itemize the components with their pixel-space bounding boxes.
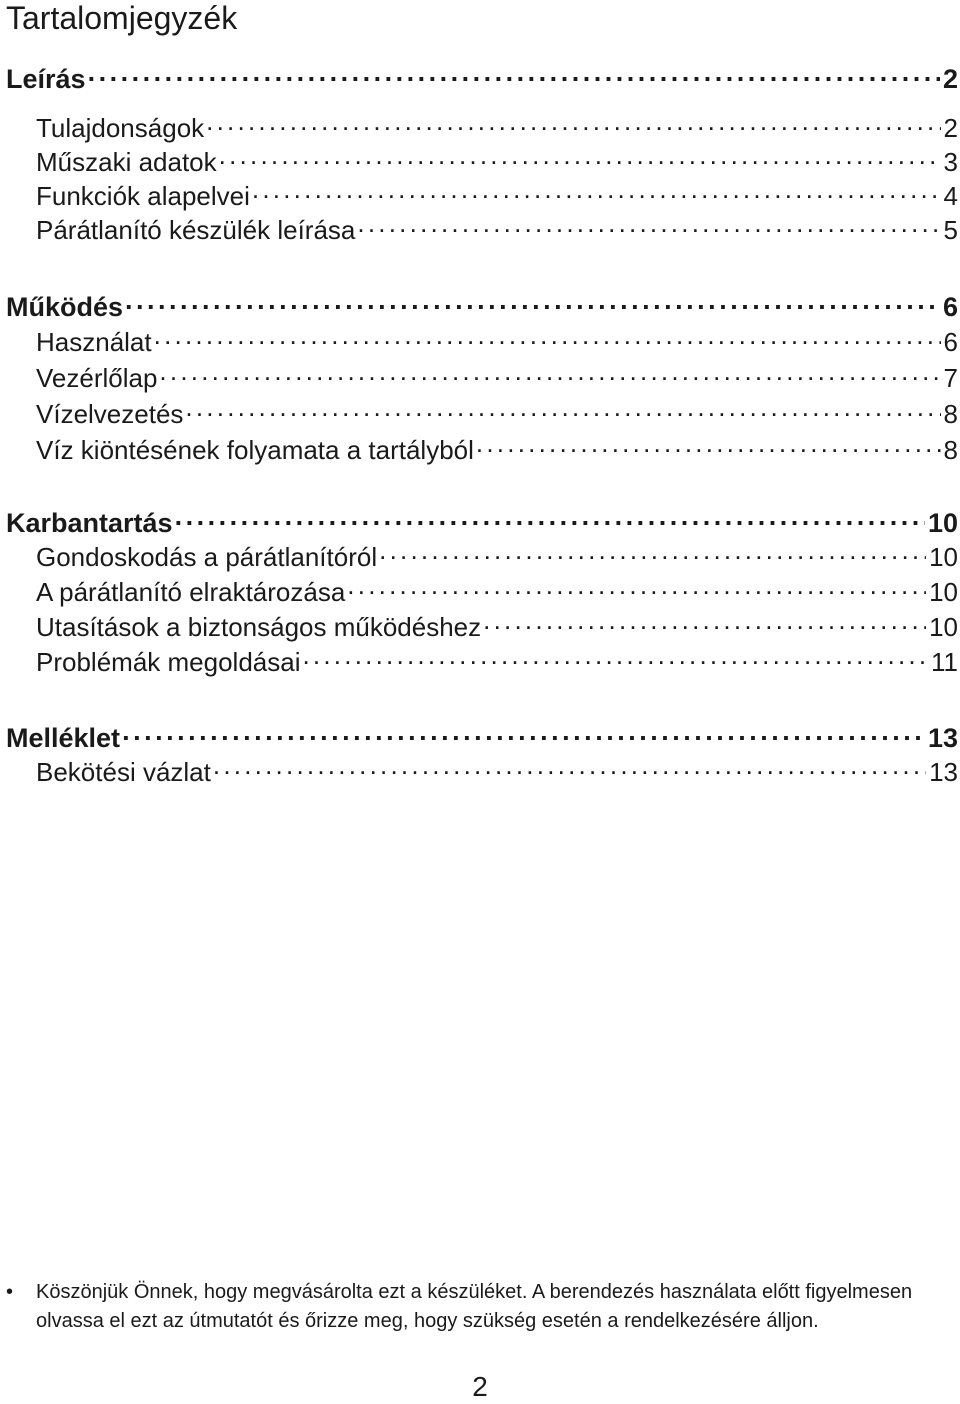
toc-page-number: 13 (929, 757, 958, 787)
toc-item-label: Gondoskodás a párátlanítóról (36, 542, 378, 572)
toc-leader-dots (88, 61, 940, 88)
toc-page-number: 10 (929, 542, 958, 572)
page-title: Tartalomjegyzék (6, 0, 238, 36)
toc-section-leiras[interactable] (6, 61, 958, 95)
toc-page-number: 4 (943, 181, 958, 211)
toc-item-label: Problémák megoldásai (36, 647, 301, 677)
toc-section-label: Karbantartás (6, 508, 173, 538)
toc-item-label: Műszaki adatok (36, 147, 217, 177)
toc-page-number: 5 (943, 215, 958, 245)
toc-item[interactable] (36, 325, 958, 358)
toc-leader-dots (154, 325, 941, 351)
page-number: 2 (472, 1371, 488, 1402)
toc-page-number: 6 (942, 292, 958, 322)
toc-leader-dots (125, 289, 940, 316)
toc-item-label: Bekötési vázlat (36, 757, 211, 787)
toc-item-label: Vezérlőlap (36, 363, 158, 393)
toc-item[interactable] (36, 645, 958, 678)
toc-item[interactable] (36, 755, 958, 788)
toc-section-label: Melléklet (6, 723, 121, 753)
thank-you-note (6, 1278, 936, 1336)
toc-leader-dots (347, 575, 926, 601)
toc-leader-dots (252, 179, 941, 205)
toc-item-label: Használat (36, 327, 152, 357)
toc-page-number: 3 (943, 147, 958, 177)
toc-item-label: Vízelvezetés (36, 399, 184, 429)
toc-leader-dots (206, 111, 940, 137)
toc-leader-dots (213, 755, 926, 781)
toc-item[interactable] (36, 397, 958, 430)
toc-page-number: 6 (943, 327, 958, 357)
toc-section-label: Működés (6, 292, 124, 322)
toc-page-number: 7 (943, 363, 958, 393)
toc-item[interactable] (36, 213, 958, 246)
toc-item-label: Funkciók alapelvei (36, 181, 250, 211)
toc-item-label: Víz kiöntésének folyamata a tartályból (36, 435, 474, 465)
toc-page-number: 8 (943, 399, 958, 429)
toc-leader-dots (159, 361, 940, 387)
toc-section-label: Leírás (6, 64, 86, 94)
toc-leader-dots (379, 540, 926, 566)
toc-page-number: 2 (943, 113, 958, 143)
toc-item-label: Tulajdonságok (36, 113, 205, 143)
toc-section-mukodes[interactable] (6, 289, 958, 323)
toc-item-label: Utasítások a biztonságos működéshez (36, 612, 482, 642)
toc-leader-dots (175, 505, 925, 532)
toc-page-number: 10 (929, 577, 958, 607)
toc-leader-dots (185, 397, 940, 423)
toc-leader-dots (476, 433, 941, 459)
toc-item[interactable] (36, 145, 958, 178)
toc-item[interactable] (36, 179, 958, 212)
toc-page-number: 2 (942, 64, 958, 94)
toc-item[interactable] (36, 540, 958, 573)
bullet-icon: • (6, 1281, 14, 1303)
toc-item[interactable] (36, 361, 958, 394)
toc-leader-dots (357, 213, 940, 239)
toc-section-karbantartas[interactable] (6, 505, 958, 539)
toc-leader-dots (122, 720, 925, 747)
toc-page-number: 11 (931, 647, 958, 677)
toc-item-label: A párátlanító elraktározása (36, 577, 346, 607)
toc-item[interactable] (36, 111, 958, 144)
toc-item[interactable] (36, 433, 958, 466)
toc-page-number: 10 (927, 508, 958, 538)
toc-leader-dots (219, 145, 941, 171)
toc-page-number: 13 (927, 723, 958, 753)
toc-page-number: 10 (929, 612, 958, 642)
toc-item[interactable] (36, 610, 958, 643)
toc-item-label: Párátlanító készülék leírása (36, 215, 356, 245)
toc-leader-dots (483, 610, 926, 636)
toc-item[interactable] (36, 575, 958, 608)
toc-page-number: 8 (943, 435, 958, 465)
note-text: Köszönjük Önnek, hogy megvásárolta ezt a készüléket. A berendezés használata előtt figyelmesen olvassa el ezt az útmutatót és őrizze meg, hogy szükség esetén a rendelkezésére álljon. (36, 1281, 913, 1332)
toc-section-melleklet[interactable] (6, 720, 958, 754)
toc-leader-dots (302, 645, 928, 671)
